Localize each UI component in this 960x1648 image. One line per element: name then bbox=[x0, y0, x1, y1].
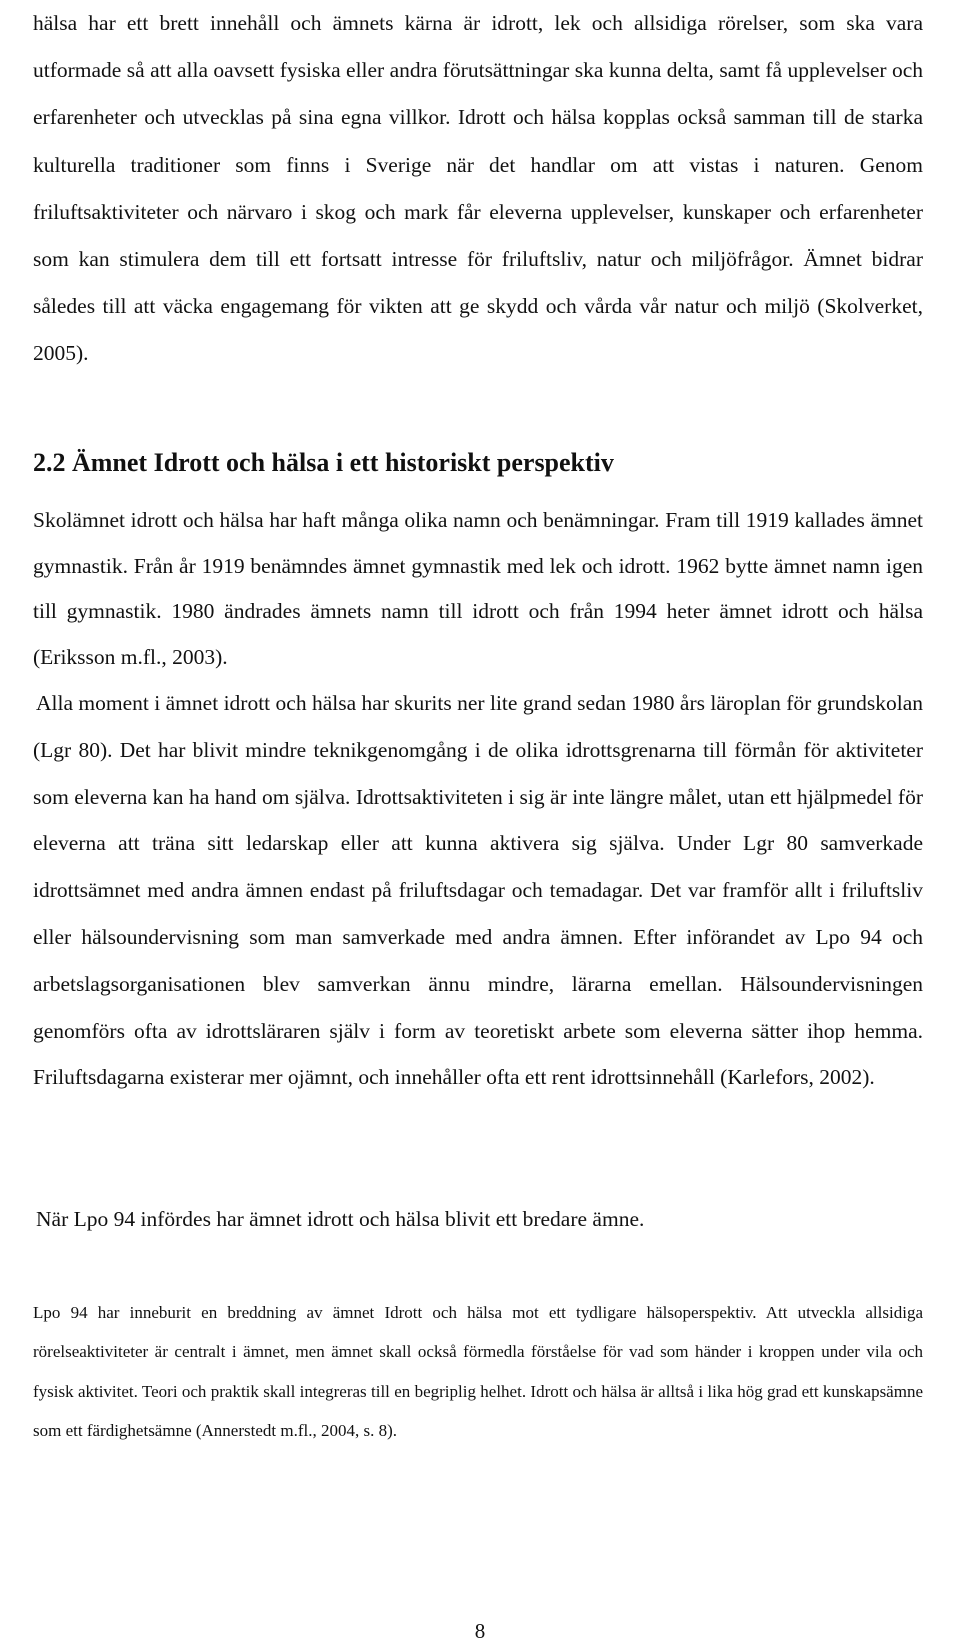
intro-paragraph: hälsa har ett brett innehåll och ämnets kärna är idrott, lek och allsidiga rörelser, som ska vara utformade så att alla oavsett fysiska eller andra förutsättningar ska kunna delta, samt få upplevelser och erfarenheter och utvecklas på sina egna villkor. Idrott och hälsa kopplas också samman till de starka kulturella traditioner som finns i Sverige när det handlar om att vistas i naturen. Genom friluftsaktiviteter och närvaro i skog och mark får eleverna upplevelser, kunskaper och erfarenheter som kan stimulera dem till ett fortsatt intresse för friluftsliv, natur och miljöfrågor. Ämnet bidrar således till att väcka engagemang för vikten att ge skydd och vårda vår natur och miljö (Skolverket, 2005). bbox=[33, 11, 923, 366]
page-number: 8 bbox=[474, 1619, 486, 1643]
history-paragraph: Skolämnet idrott och hälsa har haft många olika namn och benämningar. Fram till 1919 kallades ämnet gymnastik. Från år 1919 benämndes ämnet gymnastik med lek och idrott. 1962 bytte ämnet namn igen till gymnastik. 1980 ändrades ämnets namn till idrott och från 1994 heter ämnet idrott och hälsa (Eriksson m.fl., 2003). bbox=[33, 508, 923, 669]
section-heading: 2.2 Ämnet Idrott och hälsa i ett historiskt perspektiv bbox=[33, 448, 614, 477]
moment-paragraph: Alla moment i ämnet idrott och hälsa har skurits ner lite grand sedan 1980 års läroplan för grundskolan (Lgr 80). Det har blivit mindre teknikgenomgång i de olika idrottsgrenarna till förmån för aktiviteter som eleverna kan ha hand om själva. Idrottsaktiviteten i sig är inte längre målet, utan ett hjälpmedel för eleverna att träna sitt ledarskap eller att kunna aktivera sig själva. Under Lgr 80 samverkade idrottsämnet med andra ämnen endast på friluftsdagar och temadagar. Det var framför allt i friluftsliv eller hälsoundervisning som man samverkade med andra ämnen. Efter införandet av Lpo 94 och arbetslagsorganisationen blev samverkan ännu mindre, lärarna emellan. Hälsoundervisningen genomförs ofta av idrottsläraren själv i form av teoretiskt arbete som eleverna sätter ihop hemma. Friluftsdagarna existerar mer ojämnt, och innehåller ofta ett rent idrottsinnehåll (Karlefors, 2002). bbox=[33, 691, 923, 1090]
lpo-paragraph: När Lpo 94 infördes har ämnet idrott och hälsa blivit ett bredare ämne. bbox=[36, 1207, 645, 1231]
block-quote: Lpo 94 har inneburit en breddning av ämnet Idrott och hälsa mot ett tydligare hälsoperspektiv. Att utveckla allsidiga rörelseaktiviteter är centralt i ämnet, men ämnet skall också förmedla förståelse för vad som händer i kroppen under vila och fysisk aktivitet. Teori och praktik skall integreras till en begriplig helhet. Idrott och hälsa är alltså i lika hög grad ett kunskapsämne som ett färdighetsämne (Annerstedt m.fl., 2004, s. 8). bbox=[33, 1303, 923, 1441]
